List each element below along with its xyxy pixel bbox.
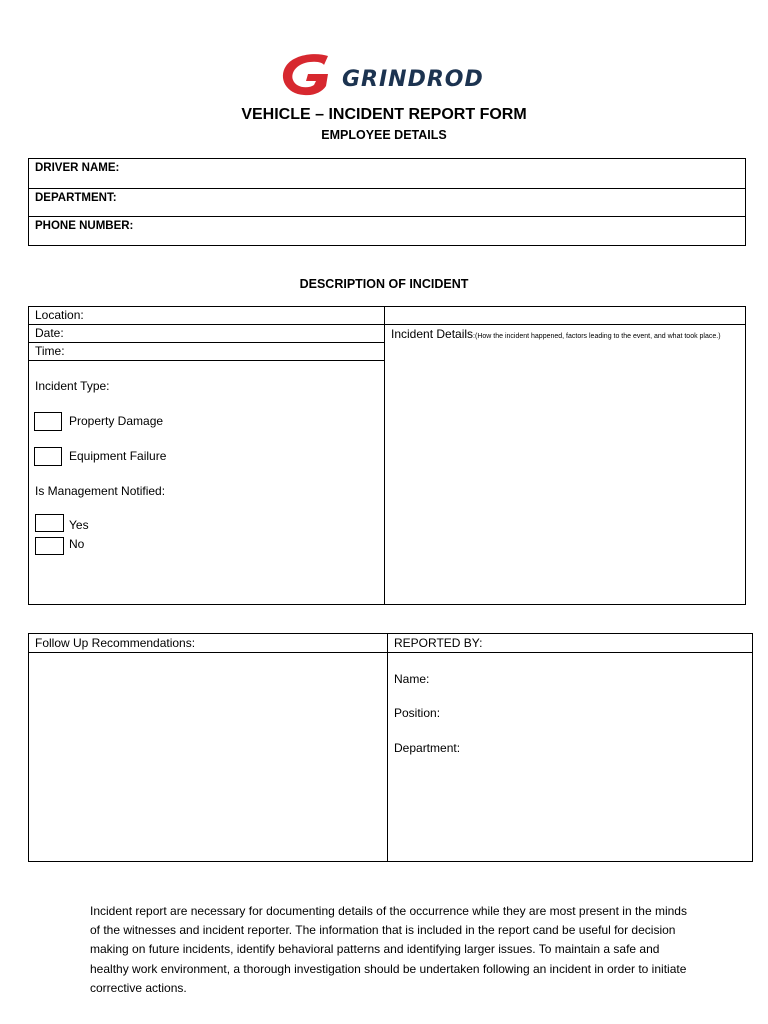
incident-details-heading (391, 327, 721, 341)
reporter-name-label: Name: (394, 672, 430, 686)
time-label: Time: (35, 344, 65, 358)
location-label: Location: (35, 308, 84, 322)
form-subtitle: EMPLOYEE DETAILS (321, 128, 447, 142)
property-damage-label: Property Damage (69, 414, 164, 428)
company-logo (278, 52, 493, 98)
note-paragraph: Incident report are necessary for documenting details of the occurrence while they are most present in the minds of the witnesses and incident reporter. The information that is included in the report cand be useful for decision making on future incidents, identify behavioral patterns and identifying larger issues. To maintain a safe and healthy work environment, a thorough investigation should be undertaken following an incident in order to initiate corrective actions. (90, 904, 687, 995)
incident-details-note: :(How the incident happened, factors leading to the event, and what took place.) (473, 333, 721, 340)
incident-section-title: DESCRIPTION OF INCIDENT (299, 277, 469, 291)
incident-column-divider (384, 306, 385, 605)
date-label: Date: (35, 326, 64, 340)
management-yes-checkbox[interactable] (35, 514, 64, 532)
yes-label: Yes (69, 518, 89, 532)
incident-report-note (90, 902, 690, 998)
reported-by-label: REPORTED BY: (394, 636, 483, 650)
phone-number-label: PHONE NUMBER: (35, 220, 134, 232)
table-divider (28, 652, 753, 653)
equipment-failure-label: Equipment Failure (69, 449, 167, 463)
employee-details-table (28, 158, 746, 246)
property-damage-checkbox[interactable] (34, 412, 62, 431)
followup-column-divider (387, 633, 388, 862)
grindrod-g-logo-icon (278, 52, 342, 98)
equipment-failure-checkbox[interactable] (34, 447, 62, 466)
reporter-position-label: Position: (394, 706, 441, 720)
table-divider (28, 188, 746, 189)
table-divider (28, 216, 746, 217)
management-no-checkbox[interactable] (35, 537, 64, 555)
brand-name: GRINDROD (342, 67, 484, 92)
table-divider (28, 342, 384, 343)
table-divider (28, 360, 384, 361)
table-divider (28, 324, 746, 325)
no-label: No (69, 537, 85, 551)
management-notified-label: Is Management Notified: (35, 484, 166, 498)
incident-type-label: Incident Type: (35, 379, 110, 393)
incident-details-label: Incident Details (391, 327, 474, 341)
followup-table (28, 633, 753, 862)
driver-name-label: DRIVER NAME: (35, 162, 120, 174)
department-label: DEPARTMENT: (35, 192, 117, 204)
followup-recommendations-label: Follow Up Recommendations: (35, 636, 196, 650)
reporter-department-label: Department: (394, 741, 461, 755)
form-title: VEHICLE – INCIDENT REPORT FORM (241, 106, 527, 123)
